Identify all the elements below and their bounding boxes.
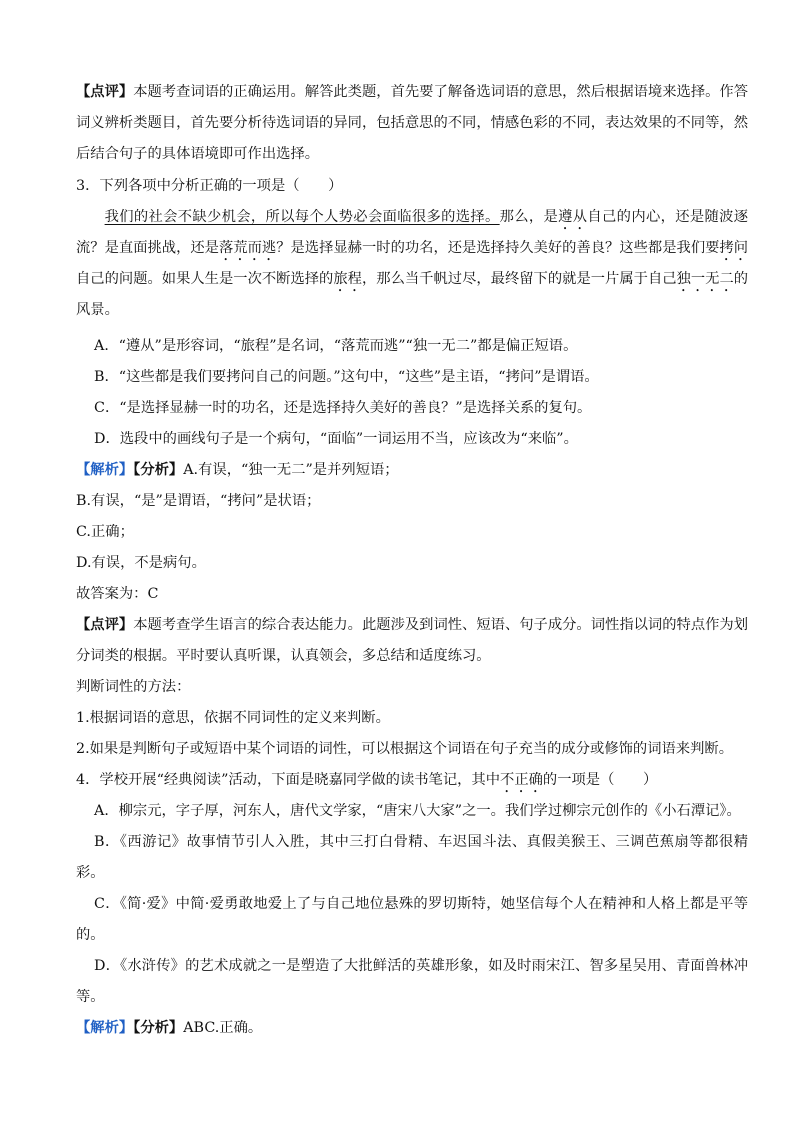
stem-text: 的一项是（ ） (542, 772, 658, 788)
q3-answer: 故答案为：C (76, 586, 159, 602)
stem-dotted-word: 不正确 (500, 772, 543, 788)
passage-text: 自己的内心，还是随波逐流？是直面挑战，还是 (76, 209, 749, 256)
question-3-passage (76, 202, 748, 326)
analysis-text: A.有误，“独一无二”是并列短语； (183, 462, 399, 478)
q4-option-b: B．《西游记》故事情节引人入胜，其中三打白骨精、车迟国斗法、真假美猴王、三调芭蕉扇等都很精彩。 (76, 834, 748, 881)
passage-dotted-word: 遵从 (558, 209, 588, 225)
method-item-1: 1.根据词语的意思，依据不同词性的定义来判断。 (76, 710, 390, 726)
analysis-text: ABC.正确。 (183, 1020, 263, 1036)
q3-analysis-line-b: B.有误，“是”是谓语，“拷问”是状语； (76, 493, 321, 509)
q3-option-a: A．“遵从”是形容词，“旅程”是名词，“落荒而逃”“独一无二”都是偏正短语。 (94, 338, 578, 354)
passage-text: 的风景。 (76, 271, 749, 318)
review-text: 本题考查词语的正确运用。解答此类题，首先要了解备选词语的意思，然后根据语境来选择。作答词义辨析类题目，首先要分析待选词语的异同，包括意思的不同，情感色彩的不同，表达效果的不同等，然后结合句子的具体语境即可作出选择。 (76, 84, 749, 162)
analysis-tag: 【解析】 (76, 1020, 134, 1036)
q3-analysis-line-a (76, 455, 748, 486)
passage-text: ，那么当千帆过尽，最终留下的就是一片属于自己 (361, 271, 677, 287)
passage-text: ？是选择显赫一时的功名，还是选择持久美好的善良？这些都是我们要 (276, 240, 720, 256)
q4-analysis-line (76, 1013, 748, 1044)
q4-option-d: D．《水浒传》的艺术成就之一是塑造了大批鲜活的英雄形象，如及时雨宋江、智多星吴用、青面兽林冲等。 (76, 958, 748, 1005)
passage-underlined-sentence: 我们的社会不缺少机会，所以每个人势必会面临很多的选择。 (104, 209, 500, 225)
q3-review-paragraph (76, 610, 748, 672)
review-tag: 【点评】 (76, 84, 134, 100)
q2-review-paragraph (76, 77, 748, 170)
passage-dotted-word: 独一无二 (676, 271, 734, 287)
analysis-label: 【分析】 (133, 1020, 184, 1036)
q3-analysis-line-c: C.正确； (76, 524, 134, 540)
q3-option-c: C．“是选择显赫一时的功名，还是选择持久美好的善良？”是选择关系的复句。 (94, 400, 592, 416)
passage-text: 自己的问题。如果人生是一次不断选择的 (76, 271, 334, 287)
q3-analysis-line-d: D.有误，不是病句。 (76, 555, 206, 571)
analysis-label: 【分析】 (133, 462, 184, 478)
method-title: 判断词性的方法： (76, 679, 191, 695)
question-4-options (76, 796, 748, 1013)
q3-option-d: D．选段中的画线句子是一个病句，“面临”一词运用不当，应该改为“来临”。 (94, 431, 578, 447)
passage-text: 那么，是 (499, 209, 559, 225)
q4-option-a: A．柳宗元，字子厚，河东人，唐代文学家，“唐宋八大家”之一。我们学过柳宗元创作的《小石潭记》。 (94, 803, 741, 819)
review-tag: 【点评】 (76, 617, 134, 633)
q3-option-b: B．“这些都是我们要拷问自己的问题。”这句中，“这些”是主语，“拷问”是谓语。 (94, 369, 599, 385)
method-item-2: 2.如果是判断句子或短语中某个词语的词性，可以根据这个词语在句子充当的成分或修饰的词语来判断。 (76, 741, 733, 757)
question-4-stem (76, 765, 748, 796)
passage-dotted-word: 拷问 (719, 240, 749, 256)
q4-option-c: C．《简·爱》中简·爱勇敢地爱上了与自己地位悬殊的罗切斯特，她坚信每个人在精神和人格上都是平等的。 (76, 896, 748, 943)
passage-dotted-word: 落荒而逃 (218, 240, 277, 256)
passage-dotted-word: 旅程 (333, 271, 362, 287)
analysis-tag: 【解析】 (76, 462, 134, 478)
question-3-options (76, 331, 748, 455)
question-3-stem: 3．下列各项中分析正确的一项是（ ） (76, 178, 343, 194)
stem-text: 4．学校开展“经典阅读”活动，下面是晓嘉同学做的读书笔记，其中 (76, 772, 501, 788)
review-text: 本题考查学生语言的综合表达能力。此题涉及到词性、短语、句子成分。词性指以词的特点作为划分词类的根据。平时要认真听课，认真领会，多总结和适度练习。 (76, 617, 749, 664)
